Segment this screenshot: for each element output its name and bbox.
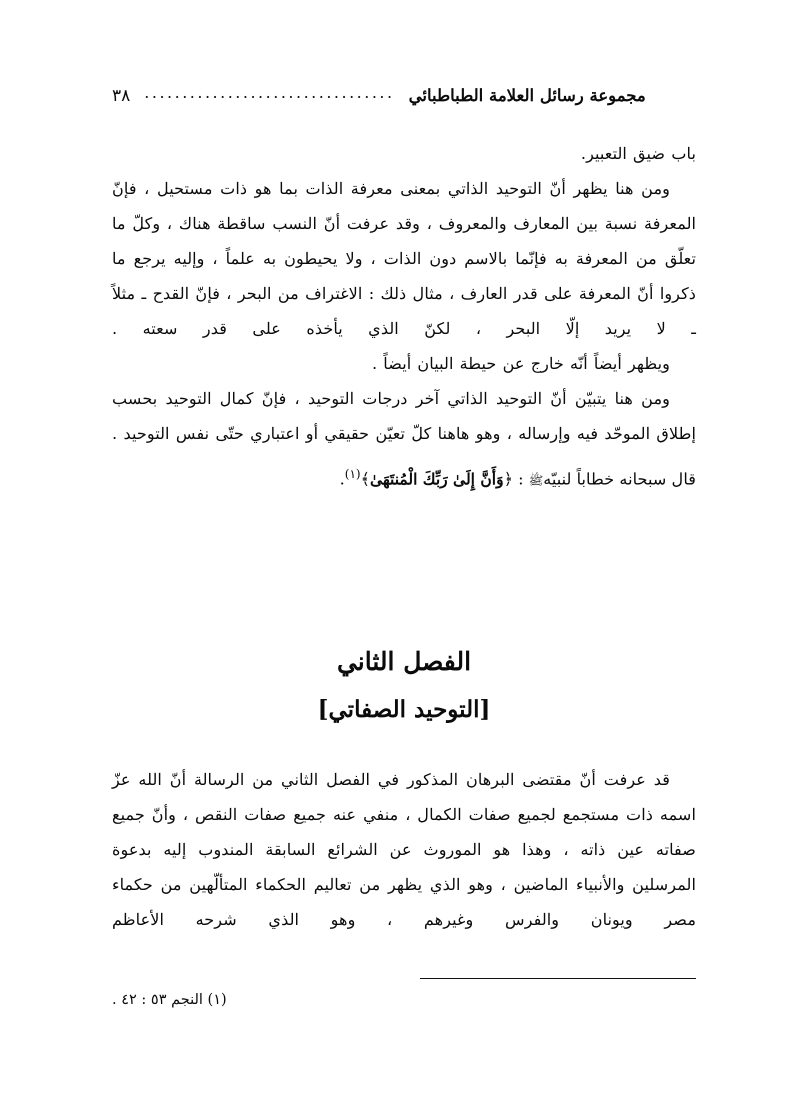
verse-end-period: . (339, 469, 345, 489)
page-header (112, 83, 696, 106)
verse-text: وَأَنَّ إِلَىٰ رَبِّكَ الْمُنتَهَىٰ (369, 469, 504, 489)
verse-close-bracket: ﴾ (360, 469, 370, 489)
prophet-honorific-icon: ﷺ (528, 473, 544, 488)
chapter-subtitle: [التوحيد الصفاتي] (317, 696, 491, 723)
footnote-area (112, 992, 696, 1008)
paragraph: ومن هنا يظهر أنّ التوحيد الذاتي بمعنى معرفة الذات بما هو ذات مستحيل ، فإنّ المعرفة نسبة بين المعارف والمعروف ، وقد عرفت أنّ النسب ساقطة هناك ، وكلّ ما تعلّق من المعرفة به فإنّما بالاسم دون الذات ، ولا يحيطون به علماً ، وإليه يرجع ما ذكروا أنّ المعرفة على قدر العارف ، مثال ذلك : الاغتراف من البحر ، فإنّ القدح ـ مثلاً ـ لا يريد إلّا البحر ، لكنّ الذي يأخذه على قدر سعته . (112, 179, 696, 338)
paragraph: باب ضيق التعبير. (580, 144, 696, 163)
verse-colon: : (512, 469, 529, 489)
quran-verse-line (112, 457, 696, 498)
book-title: مجموعة رسائل العلامة الطباطبائي (408, 86, 646, 105)
body-text-lower (112, 762, 696, 937)
verse-open-bracket: ﴿ (503, 469, 513, 489)
paragraph: قد عرفت أنّ مقتضى البرهان المذكور في الفصل الثاني من الرسالة أنّ الله عزّ اسمه ذات مستجمع لجميع صفات الكمال ، منفي عنه جميع صفات النقص ، وأنّ جميع صفاته عين ذاته ، وهذا هو الموروث عن الشرائع السابقة المندوب إليه بدعوة المرسلين والأنبياء الماضين ، وهو الذي يظهر من تعاليم الحكماء المتألّهين من حكماء مصر ويونان والفرس وغيرهم ، وهو الذي شرحه الأعاظم (112, 770, 696, 929)
chapter-title: الفصل الثاني (336, 647, 472, 676)
body-text-upper (112, 136, 696, 498)
footnote-text: (١) النجم ٥٣ : ٤٢ . (112, 992, 227, 1008)
verse-lead-in: قال سبحانه خطاباً لنبيّه (543, 469, 696, 489)
chapter-heading (112, 640, 696, 732)
footnote-separator (420, 978, 696, 979)
paragraph: ويظهر أيضاً أنّه خارج عن حيطة البيان أيضاً . (372, 354, 670, 373)
header-dot-leader: ................................. (144, 83, 395, 102)
footnote-reference[interactable]: (١) (344, 467, 361, 481)
page-number: ٣٨ (112, 86, 131, 106)
paragraph: ومن هنا يتبيّن أنّ التوحيد الذاتي آخر درجات التوحيد ، فإنّ كمال التوحيد بحسب إطلاق الموحّد فيه وإرساله ، وهو هاهنا كلّ تعيّن حقيقي أو اعتباري حتّى نفس التوحيد . (112, 389, 696, 443)
